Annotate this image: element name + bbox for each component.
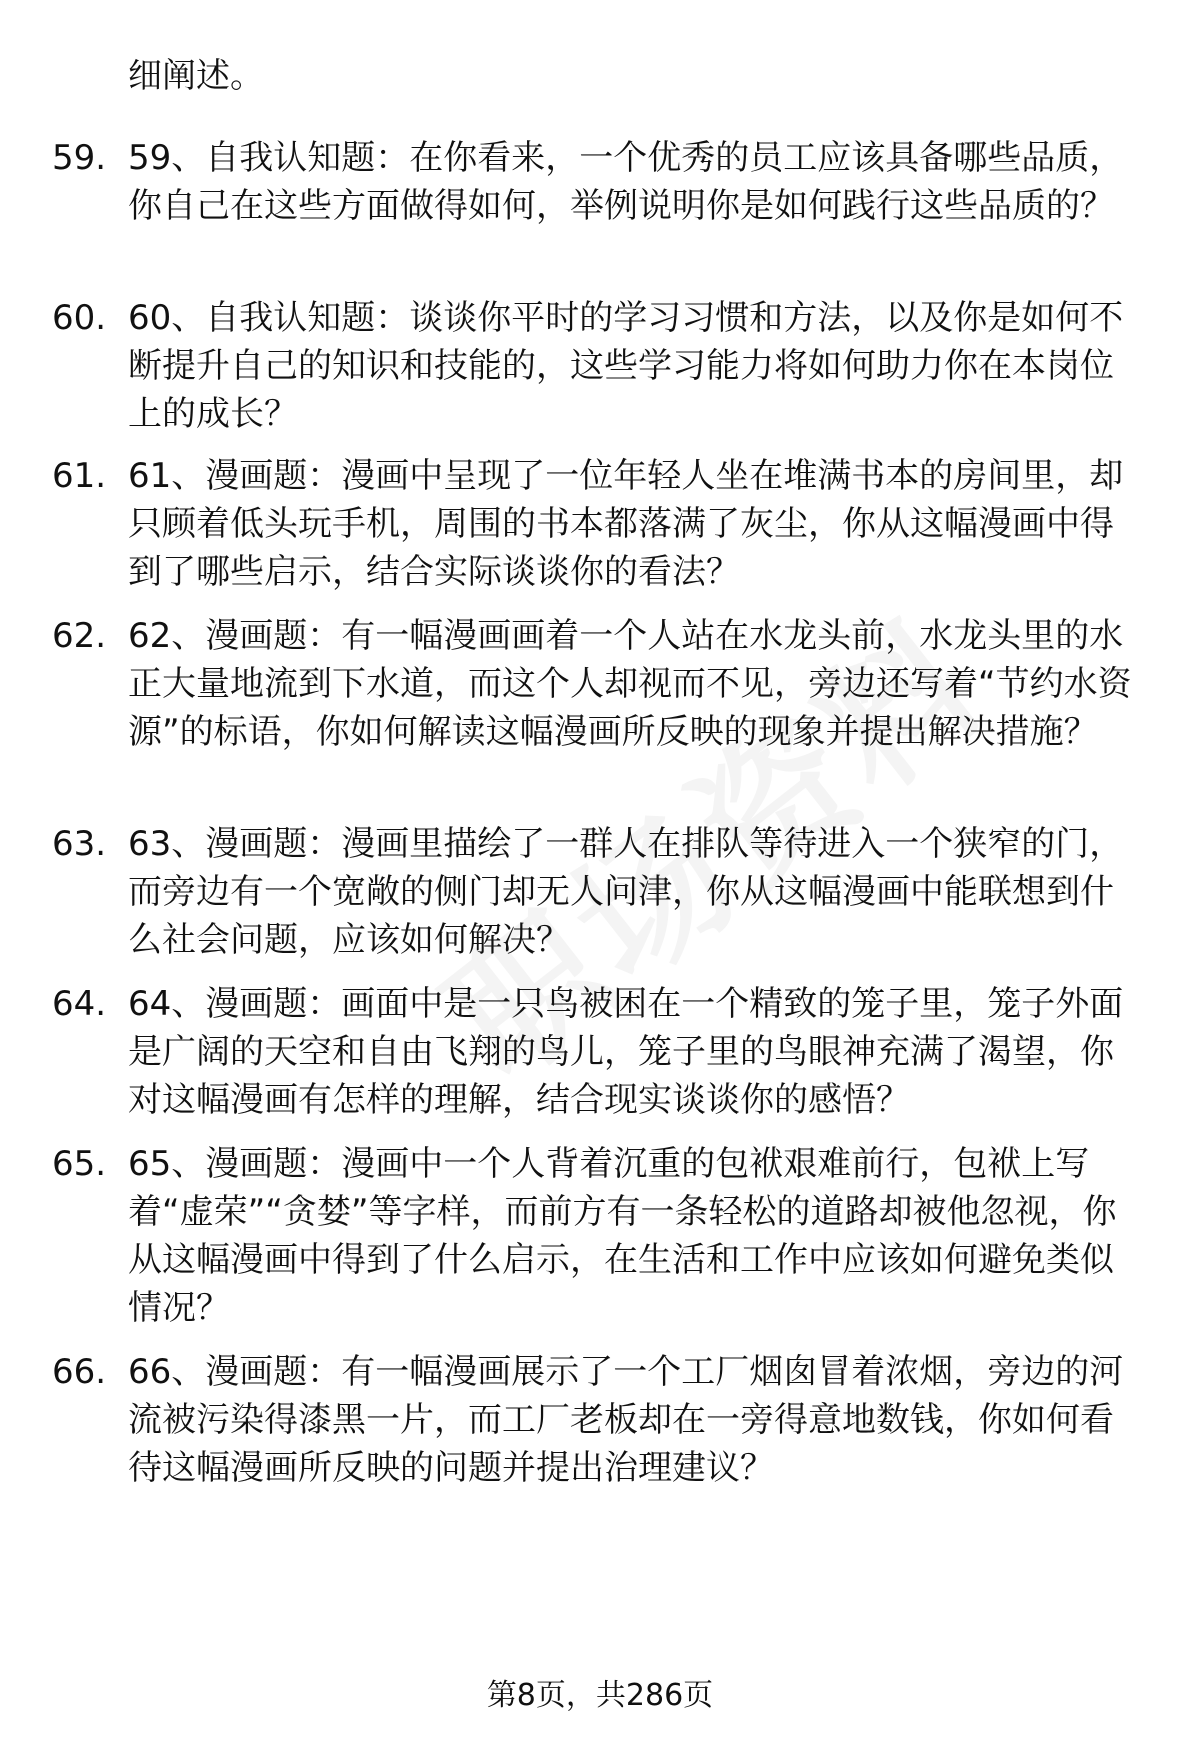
continuation-text: 细阐述。	[128, 56, 264, 96]
question-number: 60.	[52, 298, 107, 338]
question-number: 66.	[52, 1352, 107, 1392]
question-number: 62.	[52, 616, 107, 656]
question-text: 62、漫画题：有一幅漫画画着一个人站在水龙头前，水龙头里的水正大量地流到下水道，而这个人却视而不见，旁边还写着“节约水资源”的标语，你如何解读这幅漫画所反映的现象并提出解决措施？	[128, 616, 1132, 752]
question-number: 59.	[52, 138, 107, 178]
question-text: 60、自我认知题：谈谈你平时的学习习惯和方法，以及你是如何不断提升自己的知识和技能的，这些学习能力将如何助力你在本岗位上的成长？	[128, 298, 1124, 434]
question-text: 65、漫画题：漫画中一个人背着沉重的包袱艰难前行，包袱上写着“虚荣”“贪婪”等字样，而前方有一条轻松的道路却被他忽视，你从这幅漫画中得到了什么启示，在生活和工作中应该如何避免类似情况？	[128, 1144, 1117, 1328]
question-number: 64.	[52, 984, 107, 1024]
page-footer: 第8页，共286页	[486, 1678, 714, 1713]
question-number: 61.	[52, 456, 107, 496]
question-number: 63.	[52, 824, 107, 864]
question-text: 61、漫画题：漫画中呈现了一位年轻人坐在堆满书本的房间里，却只顾着低头玩手机，周围的书本都落满了灰尘，你从这幅漫画中得到了哪些启示，结合实际谈谈你的看法？	[128, 456, 1124, 592]
question-number: 65.	[52, 1144, 107, 1184]
question-text: 66、漫画题：有一幅漫画展示了一个工厂烟囱冒着浓烟，旁边的河流被污染得漆黑一片，而工厂老板却在一旁得意地数钱，你如何看待这幅漫画所反映的问题并提出治理建议？	[128, 1352, 1124, 1488]
question-text: 64、漫画题：画面中是一只鸟被困在一个精致的笼子里，笼子外面是广阔的天空和自由飞翔的鸟儿，笼子里的鸟眼神充满了渴望，你对这幅漫画有怎样的理解，结合现实谈谈你的感悟？	[128, 984, 1124, 1120]
question-text: 59、自我认知题：在你看来，一个优秀的员工应该具备哪些品质，你自己在这些方面做得如何，举例说明你是如何践行这些品质的？	[128, 138, 1124, 226]
question-text: 63、漫画题：漫画里描绘了一群人在排队等待进入一个狭窄的门，而旁边有一个宽敞的侧门却无人问津，你从这幅漫画中能联想到什么社会问题，应该如何解决？	[128, 824, 1124, 960]
